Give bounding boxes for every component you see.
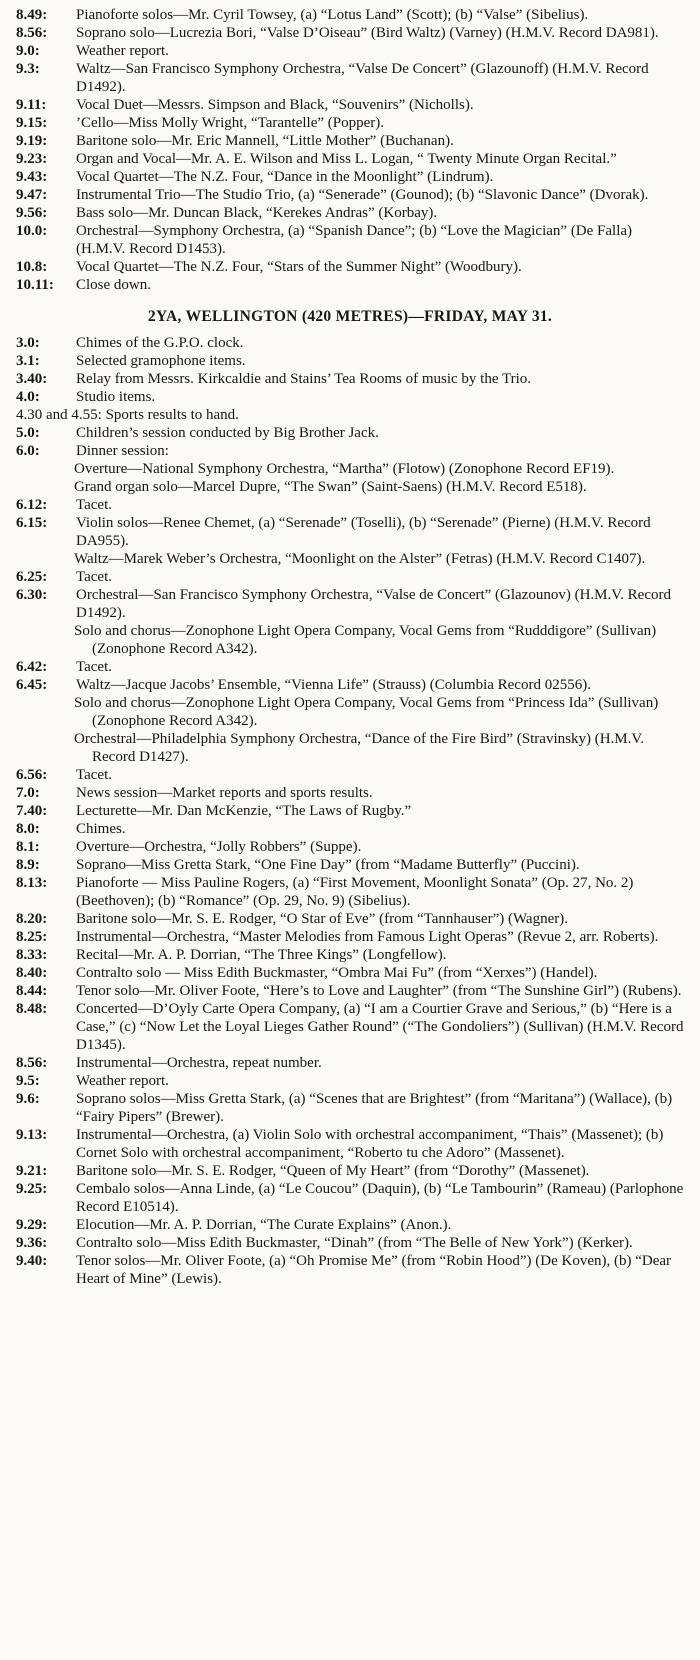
entry-time: 6.42: — [16, 659, 48, 675]
entry-time: 3.40: — [16, 371, 48, 387]
dinner-items-600 — [16, 460, 684, 496]
programme-entry — [16, 802, 684, 820]
entry-time: 3.1: — [16, 353, 40, 369]
programme-entry — [16, 946, 684, 964]
programme-entry — [16, 910, 684, 928]
entry-text: Pianoforte — Miss Pauline Rogers, (a) “First Movement, Moonlight Sonata” (Op. 27, No. 2) (Beethoven); (b) “Romance” (Op. 29, No. 9) (Sibelius). — [76, 875, 634, 909]
entry-text: Orchestral—San Francisco Symphony Orchestra, “Valse de Concert” (Glazounov) (H.M.V. Record D1492). — [76, 587, 671, 621]
entry-time: 9.6: — [16, 1091, 40, 1107]
entry-time: 8.25: — [16, 929, 48, 945]
entry-text: Instrumental—Orchestra, repeat number. — [76, 1055, 322, 1071]
entry-text: Tacet. — [76, 659, 113, 675]
entry-time: 3.0: — [16, 335, 40, 351]
programme-entry — [16, 114, 684, 132]
programme-entry — [16, 1072, 684, 1090]
programme-entry — [16, 60, 684, 96]
entry-text: Tenor solo—Mr. Oliver Foote, “Here’s to Love and Laughter” (from “The Sunshine Girl”) (Rubens). — [76, 983, 682, 999]
programme-entry — [16, 96, 684, 114]
programme-entry — [16, 276, 684, 294]
entry-time: 10.11: — [16, 277, 54, 293]
programme-entry — [16, 1054, 684, 1072]
programme-entry — [16, 150, 684, 168]
programme-entry — [16, 1216, 684, 1234]
entry-time: 9.0: — [16, 43, 40, 59]
entry-time: 9.25: — [16, 1181, 48, 1197]
entry-time: 8.40: — [16, 965, 48, 981]
programme-entry — [16, 1126, 684, 1162]
entry-text: Organ and Vocal—Mr. A. E. Wilson and Miss L. Logan, “ Twenty Minute Organ Recital.” — [76, 151, 617, 167]
entry-time: 9.29: — [16, 1217, 48, 1233]
entry-text: Relay from Messrs. Kirkcaldie and Stains’ Tea Rooms of music by the Trio. — [76, 371, 532, 387]
programme-entry — [16, 186, 684, 204]
entry-text: Soprano—Miss Gretta Stark, “One Fine Day” (from “Madame Butterfly” (Puccini). — [76, 857, 580, 873]
programme-entry — [16, 168, 684, 186]
entry-text: Close down. — [76, 277, 151, 293]
entry-time: 6.56: — [16, 767, 48, 783]
programme-entry — [16, 766, 684, 784]
entry-time: 4.0: — [16, 389, 40, 405]
entry-time: 8.49: — [16, 7, 48, 23]
dinner-item: Solo and chorus—Zonophone Light Opera Company, Vocal Gems from “Princess Ida” (Sullivan) (Zonophone Record A342). — [74, 695, 659, 729]
entry-time: 10.8: — [16, 259, 48, 275]
programme-entry — [16, 676, 684, 694]
entry-time: 9.36: — [16, 1235, 48, 1251]
entry-text: Chimes of the G.P.O. clock. — [76, 335, 244, 351]
entry-time: 9.43: — [16, 169, 48, 185]
entry-text: Overture—Orchestra, “Jolly Robbers” (Suppe). — [76, 839, 362, 855]
programme-entry — [16, 442, 684, 460]
programme-entry — [16, 132, 684, 150]
programme-entry — [16, 222, 684, 258]
programme-entry — [16, 964, 684, 982]
entry-time: 6.15: — [16, 515, 48, 531]
entry-time: 9.23: — [16, 151, 48, 167]
programme-entry — [16, 874, 684, 910]
entry-text: Contralto solo — Miss Edith Buckmaster, “Ombra Mai Fu” (from “Xerxes”) (Handel). — [76, 965, 598, 981]
entry-time: 10.0: — [16, 223, 48, 239]
entry-time: 9.40: — [16, 1253, 48, 1269]
programme-entry — [16, 928, 684, 946]
entry-text: Tacet. — [76, 569, 113, 585]
entry-text: Dinner session: — [76, 443, 169, 459]
entry-time: 6.12: — [16, 497, 48, 513]
entry-time: 9.3: — [16, 61, 40, 77]
programme-entry — [16, 6, 684, 24]
entry-time: 8.56: — [16, 25, 48, 41]
entry-text: Recital—Mr. A. P. Dorrian, “The Three Kings” (Longfellow). — [76, 947, 447, 963]
dinner-items-630 — [16, 622, 684, 658]
programme-entry — [16, 658, 684, 676]
programme-entry — [16, 204, 684, 222]
entry-text: Elocution—Mr. A. P. Dorrian, “The Curate Explains” (Anon.). — [76, 1217, 452, 1233]
entry-text: Soprano solo—Lucrezia Bori, “Valse D’Oiseau” (Bird Waltz) (Varney) (H.M.V. Record DA981). — [76, 25, 659, 41]
programme-entry — [16, 1162, 684, 1180]
entry-text: Instrumental—Orchestra, (a) Violin Solo with orchestral accompaniment, “Thais” (Massenet); (b) Cornet Solo with orchestral accompaniment, “Roberto tu che Adoro” (Massenet). — [76, 1127, 664, 1161]
entry-text: Instrumental Trio—The Studio Trio, (a) “Senerade” (Gounod); (b) “Slavonic Dance” (Dvorak). — [76, 187, 649, 203]
entry-time: 8.44: — [16, 983, 48, 999]
entry-time: 8.20: — [16, 911, 48, 927]
entry-text: Waltz—San Francisco Symphony Orchestra, “Valse De Concert” (Glazounoff) (H.M.V. Record D1492). — [76, 61, 649, 95]
programme-entry — [16, 388, 684, 406]
programme-entry — [16, 820, 684, 838]
programme-entry — [16, 258, 684, 276]
entry-time: 9.13: — [16, 1127, 48, 1143]
programme-entry — [16, 334, 684, 352]
entry-text: Tacet. — [76, 767, 113, 783]
programme-entry — [16, 856, 684, 874]
entry-time: 7.40: — [16, 803, 48, 819]
entry-text: Bass solo—Mr. Duncan Black, “Kerekes Andras” (Korbay). — [76, 205, 438, 221]
entry-text: News session—Market reports and sports results. — [76, 785, 373, 801]
programme-entry — [16, 424, 684, 442]
dinner-item: Solo and chorus—Zonophone Light Opera Company, Vocal Gems from “Rudddigore” (Sullivan) (Zonophone Record A342). — [74, 623, 657, 657]
entry-time: 9.21: — [16, 1163, 48, 1179]
dinner-item: Grand organ solo—Marcel Dupre, “The Swan” (Saint-Saens) (H.M.V. Record E518). — [74, 479, 587, 495]
programme-entry — [16, 838, 684, 856]
programme-entry — [16, 370, 684, 388]
entry-time: 8.13: — [16, 875, 48, 891]
entry-text: Weather report. — [76, 1073, 169, 1089]
entry-text: Vocal Duet—Messrs. Simpson and Black, “Souvenirs” (Nicholls). — [76, 97, 474, 113]
entry-time: 8.33: — [16, 947, 48, 963]
programme-entry — [16, 1180, 684, 1216]
entry-text: Selected gramophone items. — [76, 353, 246, 369]
programme-entry — [16, 982, 684, 1000]
entry-time: 8.9: — [16, 857, 40, 873]
entry-text: Violin solos—Renee Chemet, (a) “Serenade” (Toselli), (b) “Serenade” (Pierne) (H.M.V. Record DA955). — [76, 515, 651, 549]
programme-entry — [16, 1234, 684, 1252]
entry-text: Baritone solo—Mr. S. E. Rodger, “O Star of Eve” (from “Tannhauser”) (Wagner). — [76, 911, 568, 927]
entry-text: Soprano solos—Miss Gretta Stark, (a) “Scenes that are Brightest” (from “Maritana”) (Wallace), (b) “Fairy Pipers” (Brewer). — [76, 1091, 673, 1125]
entry-time: 9.19: — [16, 133, 48, 149]
entry-text: Pianoforte solos—Mr. Cyril Towsey, (a) “Lotus Land” (Scott); (b) “Valse” (Sibelius). — [76, 7, 589, 23]
entry-time: 9.11: — [16, 97, 47, 113]
programme-entry — [16, 568, 684, 586]
entry-text: Concerted—D’Oyly Carte Opera Company, (a) “I am a Courtier Grave and Serious,” (b) “Here is a Case,” (c) “Now Let the Loyal Lieges Gather Round” (“The Gondoliers”) (Sullivan) (H.M.V. Record D1345). — [76, 1001, 684, 1053]
entry-time: 6.45: — [16, 677, 48, 693]
programme-entry — [16, 514, 684, 550]
entry-text: Instrumental—Orchestra, “Master Melodies from Famous Light Operas” (Revue 2, arr. Roberts). — [76, 929, 659, 945]
entry-text: Waltz—Jacque Jacobs’ Ensemble, “Vienna Life” (Strauss) (Columbia Record 02556). — [76, 677, 591, 693]
entry-text: Children’s session conducted by Big Brother Jack. — [76, 425, 379, 441]
entry-time: 9.15: — [16, 115, 48, 131]
programme-section-1YA — [16, 6, 684, 294]
station-heading: 2YA, WELLINGTON (420 METRES)—FRIDAY, MAY 31. — [147, 308, 553, 325]
entry-time: 9.56: — [16, 205, 48, 221]
entry-text: Chimes. — [76, 821, 126, 837]
programme-entry — [16, 1252, 684, 1288]
entry-text: Lecturette—Mr. Dan McKenzie, “The Laws of Rugby.” — [76, 803, 412, 819]
programme-section-evening-start — [16, 424, 684, 460]
dinner-items-645 — [16, 694, 684, 766]
programme-entry — [16, 1090, 684, 1126]
entry-time: 8.0: — [16, 821, 40, 837]
programme-entry — [16, 1000, 684, 1054]
entry-time: 9.47: — [16, 187, 48, 203]
entry-text: Tacet. — [76, 497, 113, 513]
dinner-items-615 — [16, 550, 684, 568]
entry-time: 8.1: — [16, 839, 40, 855]
entry-time: 6.30: — [16, 587, 48, 603]
entry-text: Vocal Quartet—The N.Z. Four, “Stars of the Summer Night” (Woodbury). — [76, 259, 522, 275]
dinner-item: Orchestral—Philadelphia Symphony Orchestra, “Dance of the Fire Bird” (Stravinsky) (H.M.V. Record D1427). — [74, 731, 645, 765]
entry-text: Baritone solo—Mr. S. E. Rodger, “Queen of My Heart” (from “Dorothy” (Massenet). — [76, 1163, 590, 1179]
dinner-item: Waltz—Marek Weber’s Orchestra, “Moonlight on the Alster” (Fetras) (H.M.V. Record C1407). — [74, 551, 646, 567]
programme-section-evening — [16, 766, 684, 1288]
entry-text: Orchestral—Symphony Orchestra, (a) “Spanish Dance”; (b) “Love the Magician” (De Falla) (H.M.V. Record D1453). — [76, 223, 633, 257]
entry-time: 6.0: — [16, 443, 40, 459]
entry-text: Weather report. — [76, 43, 169, 59]
entry-time: 6.25: — [16, 569, 48, 585]
programme-section-afternoon — [16, 334, 684, 406]
entry-text: Tenor solos—Mr. Oliver Foote, (a) “Oh Promise Me” (from “Robin Hood”) (De Koven), (b) “Dear Heart of Mine” (Lewis). — [76, 1253, 672, 1287]
entry-text: ’Cello—Miss Molly Wright, “Tarantelle” (Popper). — [76, 115, 385, 131]
entry-text: Vocal Quartet—The N.Z. Four, “Dance in the Moonlight” (Lindrum). — [76, 169, 494, 185]
entry-text: Contralto solo—Miss Edith Buckmaster, “Dinah” (from “The Belle of New York”) (Kerker). — [76, 1235, 633, 1251]
programme-entry — [16, 586, 684, 622]
entry-time: 8.56: — [16, 1055, 48, 1071]
entry-time: 7.0: — [16, 785, 40, 801]
entry-text: Studio items. — [76, 389, 156, 405]
programme-entry — [16, 496, 684, 514]
programme-entry — [16, 352, 684, 370]
sports-results-line: 4.30 and 4.55: Sports results to hand. — [16, 407, 239, 423]
dinner-item: Overture—National Symphony Orchestra, “Martha” (Flotow) (Zonophone Record EF19). — [74, 461, 615, 477]
entry-time: 9.5: — [16, 1073, 40, 1089]
entry-time: 8.48: — [16, 1001, 48, 1017]
programme-entry — [16, 24, 684, 42]
programme-entry — [16, 784, 684, 802]
entry-text: Baritone solo—Mr. Eric Mannell, “Little Mother” (Buchanan). — [76, 133, 454, 149]
entry-text: Cembalo solos—Anna Linde, (a) “Le Coucou” (Daquin), (b) “Le Tambourin” (Rameau) (Parlophone Record E10514). — [76, 1181, 684, 1215]
entry-time: 5.0: — [16, 425, 40, 441]
programme-entry — [16, 42, 684, 60]
